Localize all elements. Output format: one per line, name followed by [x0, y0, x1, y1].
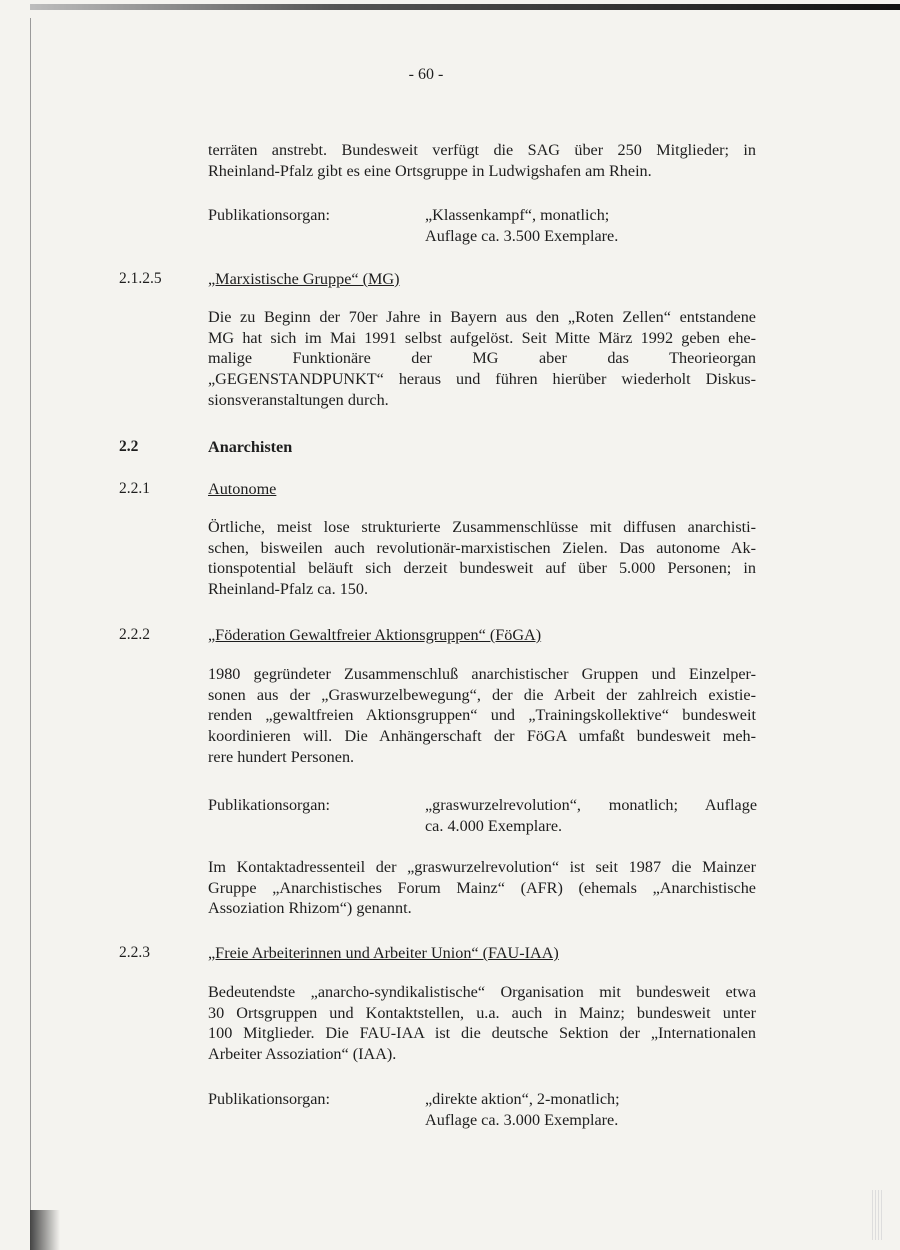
section-number: 2.1.2.5	[119, 270, 162, 287]
text-line: „GEGENSTANDPUNKT“ heraus und führen hierüber wiederholt Diskus-	[208, 370, 756, 389]
section-title: „Marxistische Gruppe“ (MG)	[208, 270, 400, 288]
text-line: 100 Mitglieder. Die FAU-IAA ist die deutsche Sektion der „Internationalen	[208, 1024, 756, 1043]
text-line: sionsveranstaltungen durch.	[208, 390, 389, 409]
text-line: terräten anstrebt. Bundesweit verfügt die SAG über 250 Mitglieder; in	[208, 141, 756, 159]
publication-value	[425, 205, 618, 246]
intro-paragraph	[208, 140, 756, 181]
text-line: „direkte aktion“, 2-monatlich;	[425, 1090, 620, 1108]
contact-paragraph	[208, 857, 756, 919]
scan-right-edge	[872, 1190, 882, 1240]
text-line: Im Kontaktadressenteil der „graswurzelrevolution“ ist seit 1987 die Mainzer	[208, 858, 756, 876]
text-line: „graswurzelrevolution“, monatlich; Auflage	[425, 796, 757, 814]
text-line: malige Funktionäre der MG aber das Theorieorgan	[208, 349, 756, 368]
scan-top-edge	[30, 4, 900, 10]
section-paragraph	[208, 664, 756, 768]
section-number: 2.2.3	[119, 944, 150, 961]
text-line: Auflage ca. 3.000 Exemplare.	[425, 1110, 619, 1129]
section-paragraph	[208, 517, 756, 600]
text-line: Auflage ca. 3.500 Exemplare.	[425, 226, 619, 245]
text-line: Bedeutendste „anarcho-syndikalistische“ Organisation mit bundesweit etwa	[208, 983, 756, 1001]
text-line: sonen aus der „Graswurzelbewegung“, der die Arbeit der zahlreich existie-	[208, 685, 756, 704]
text-line: renden „gewaltfreien Aktionsgruppen“ und „Trainingskollektive“ bundesweit	[208, 706, 756, 725]
text-line: Örtliche, meist lose strukturierte Zusammenschlüsse mit diffusen anarchisti-	[208, 518, 756, 536]
text-line: Assoziation Rhizom“) genannt.	[208, 899, 412, 918]
text-line: rere hundert Personen.	[208, 747, 355, 766]
text-line: Rheinland-Pfalz ca. 150.	[208, 580, 369, 599]
text-line: tionspotential beläuft sich derzeit bundesweit auf über 5.000 Personen; in	[208, 559, 756, 578]
text-line: 1980 gegründeter Zusammenschluß anarchistischer Gruppen und Einzelper-	[208, 665, 756, 683]
text-line: MG hat sich im Mai 1991 selbst aufgelöst. Seit Mitte März 1992 geben ehe-	[208, 328, 756, 347]
publication-value	[425, 795, 757, 836]
page-number: - 60 -	[408, 66, 444, 83]
text-line: koordinieren will. Die Anhängerschaft der FöGA umfaßt bundesweit meh-	[208, 727, 756, 746]
text-line: schen, bisweilen auch revolutionär-marxistischen Zielen. Das autonome Ak-	[208, 538, 756, 557]
section-title: „Föderation Gewaltfreier Aktionsgruppen“ (FöGA)	[208, 626, 542, 644]
scan-left-edge	[30, 18, 31, 1250]
section-title: „Freie Arbeiterinnen und Arbeiter Union“ (FAU-IAA)	[208, 944, 559, 962]
section-title: Anarchisten	[208, 438, 293, 456]
section-title: Autonome	[208, 480, 277, 498]
text-line: Rheinland-Pfalz gibt es eine Ortsgruppe in Ludwigshafen am Rhein.	[208, 161, 652, 180]
scan-corner-shadow	[30, 1210, 60, 1250]
text-line: ca. 4.000 Exemplare.	[425, 816, 563, 835]
section-paragraph	[208, 307, 756, 411]
section-number: 2.2.2	[119, 626, 150, 643]
text-line: 30 Ortsgruppen und Kontaktstellen, u.a. auch in Mainz; bundesweit unter	[208, 1003, 756, 1022]
publication-label: Publikationsorgan:	[208, 1090, 331, 1108]
publication-label: Publikationsorgan:	[208, 796, 331, 814]
section-number: 2.2.1	[119, 480, 150, 497]
section-number: 2.2	[119, 438, 139, 455]
text-line: „Klassenkampf“, monatlich;	[425, 206, 610, 224]
text-line: Gruppe „Anarchistisches Forum Mainz“ (AFR) (ehemals „Anarchistische	[208, 878, 756, 897]
section-paragraph	[208, 982, 756, 1065]
text-line: Arbeiter Assoziation“ (IAA).	[208, 1045, 397, 1064]
publication-label: Publikationsorgan:	[208, 206, 331, 224]
publication-value	[425, 1089, 620, 1130]
text-line: Die zu Beginn der 70er Jahre in Bayern aus den „Roten Zellen“ entstandene	[208, 308, 756, 326]
